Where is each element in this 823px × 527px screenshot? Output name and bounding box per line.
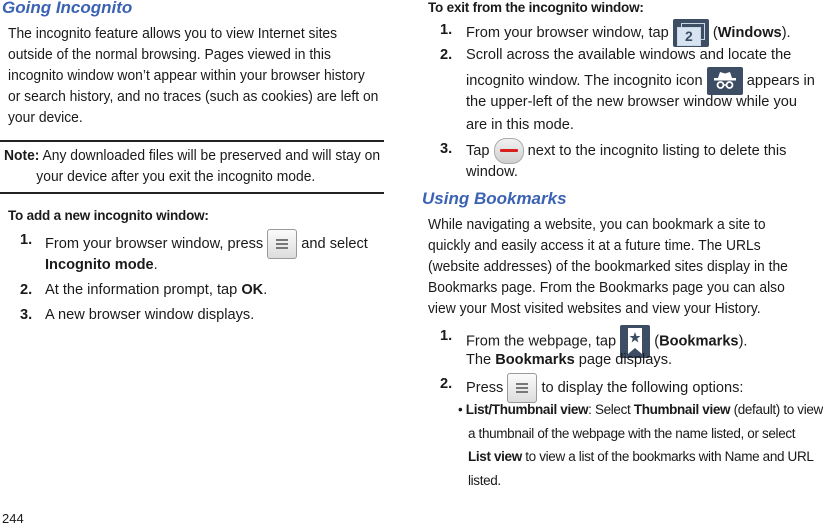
intro-line: quickly and easily access it at a future time. The URLs: [428, 238, 761, 254]
step-text: Tap next to the incognito listing to delete this: [466, 138, 786, 164]
add-incognito-label: To add a new incognito window:: [8, 208, 209, 223]
bullet-line: listed.: [468, 472, 501, 488]
step-text: Press to display the following options:: [466, 373, 743, 403]
step-text: the upper-left of the new browser window while you: [466, 94, 797, 110]
note-label: Note:: [4, 148, 40, 164]
bullet-line: • List/Thumbnail view: Select Thumbnail view (default) to view: [458, 402, 823, 417]
step-text: Incognito mode.: [45, 257, 158, 273]
exit-incognito-label: To exit from the incognito window:: [428, 0, 644, 15]
exit-step-2: [440, 44, 815, 138]
step-text: At the information prompt, tap OK.: [45, 282, 268, 298]
intro-line: (website addresses) of the bookmarked sites display in the: [428, 259, 788, 275]
note-bottom-rule: [0, 192, 384, 194]
bookmark-step-1: [440, 325, 802, 373]
incognito-intro: [8, 24, 378, 129]
section-heading-bookmarks: Using Bookmarks: [422, 189, 567, 208]
windows-icon: 2: [673, 19, 709, 47]
step-number: 3.: [440, 141, 453, 157]
section-heading-incognito: Going Incognito: [2, 0, 133, 17]
step-text: The Bookmarks page displays.: [466, 352, 673, 368]
step-text: From your browser window, press and select: [45, 229, 368, 259]
step-text: window.: [466, 164, 518, 180]
intro-line: view your Most visited websites and view your History.: [428, 301, 761, 317]
note-top-rule: [0, 140, 384, 142]
step-number: 2.: [440, 376, 453, 392]
add-step-2: [20, 279, 380, 302]
step-number: 1.: [20, 232, 33, 248]
note-line: your device after you exit the incognito mode.: [36, 169, 316, 185]
intro-line: or search history, and no traces (such as cookies) are left on: [8, 89, 379, 105]
step-text: Scroll across the available windows and locate the: [466, 47, 792, 63]
note-block: [4, 146, 380, 188]
exit-step-3: [440, 138, 802, 186]
step-number: 2.: [440, 47, 453, 63]
intro-line: your device.: [8, 110, 83, 126]
step-number: 2.: [20, 282, 33, 298]
menu-icon: [267, 229, 297, 259]
bookmarks-intro: [428, 215, 788, 320]
bullet-list-thumbnail-view: [458, 398, 823, 492]
exit-step-1: [440, 19, 802, 47]
bullet-line: a thumbnail of the webpage with the name listed, or select: [468, 425, 796, 441]
step-text: are in this mode.: [466, 117, 574, 133]
intro-line: Bookmarks page. From the Bookmarks page you can also: [428, 280, 785, 296]
step-number: 1.: [440, 22, 453, 38]
step-text: From your browser window, tap 2 (Windows).: [466, 19, 791, 47]
intro-line: incognito window won’t appear within your browser history: [8, 68, 365, 84]
bullet-line: List view to view a list of the bookmarks with Name and URL: [468, 449, 814, 464]
note-text: Any downloaded files will be preserved and will stay on: [42, 148, 381, 164]
note-line: [4, 146, 380, 167]
step-text: A new browser window displays.: [45, 307, 255, 323]
step-text: From the webpage, tap (Bookmarks).: [466, 325, 747, 358]
bookmark-step-2: [440, 373, 802, 399]
step-number: 1.: [440, 328, 453, 344]
intro-line: While navigating a website, you can bookmark a site to: [428, 217, 766, 233]
step-text: incognito window. The incognito icon appears in: [466, 67, 815, 95]
step-number: 3.: [20, 307, 33, 323]
intro-line: The incognito feature allows you to view Internet sites: [8, 26, 338, 42]
page-number: 244: [2, 511, 24, 526]
bullet-mark: •: [458, 402, 463, 417]
add-step-1: [20, 229, 380, 275]
add-step-3: [20, 304, 380, 327]
intro-line: outside of the normal browsing. Pages viewed in this: [8, 47, 331, 63]
